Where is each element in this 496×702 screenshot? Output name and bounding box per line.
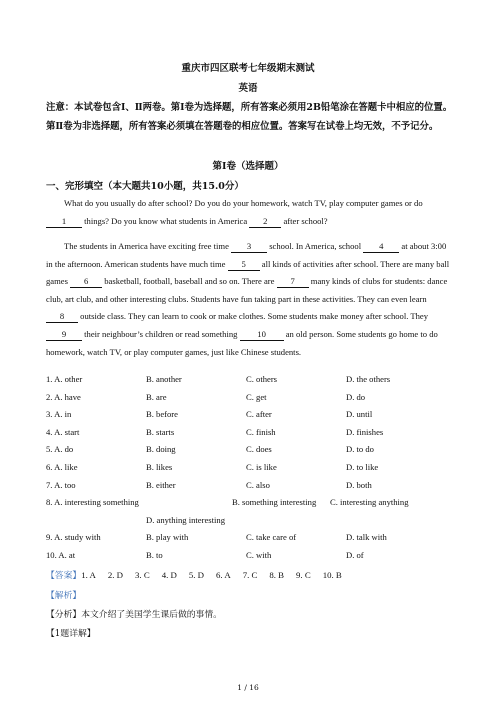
analysis-label: 【解析】 [46, 591, 82, 601]
option-row: 6. A. like B. likes C. is like D. to like [46, 461, 379, 472]
answer-item: 7. C [242, 570, 258, 580]
blank-1: 1 [46, 215, 82, 228]
answer-item: 2. D [107, 570, 124, 580]
volume-title: 第Ⅰ卷（选择题） [212, 161, 284, 172]
answer-item: 6. A [216, 570, 231, 580]
exam-title: 重庆市四区联考七年级期末测试 [181, 63, 315, 74]
answer-line [46, 568, 354, 581]
page-number: 1 / 16 [237, 683, 259, 692]
option-row: 3. A. in B. before C. after D. until [46, 409, 373, 420]
option-row: 7. A. too B. either C. also D. both [46, 479, 372, 490]
answer-item: 8. B [269, 570, 285, 580]
blank-5: 5 [228, 258, 260, 271]
option-row: 8. A. interesting something B. something interesting C. interesting anything [46, 497, 409, 508]
blank-10: 10 [240, 328, 284, 341]
options-list [46, 374, 466, 568]
answer-item: 10. B [322, 570, 342, 580]
blank-9: 9 [46, 328, 82, 341]
answer-item: 5. D [188, 570, 205, 580]
answer-item: 4. D [161, 570, 177, 580]
section-title: 一、完形填空（本大题共10小题，共15.0分） [46, 181, 244, 192]
blank-2: 2 [249, 215, 281, 228]
passage-paragraph-2: The students in America have exciting free time 3 school. In America, school 4 at about 3:00 in the afternoon. American students have much time 5 all kinds of activities after school. There are many ball games 6 basketball, football, baseball and so on. There are 7 many kinds of clubs for students: dance club, art club, and other interesting clubs. Students have fun taking part in these activities. They can even learn 8 outside class. They can learn to cook or make clothes. Some students make money after school. They 9 their neighbour’s children or read something 10 an old person. Some students go home to do homework, watch TV, or play computer games, just like Chinese students. [46, 241, 450, 357]
option-row: 9. A. study with B. play with C. take care of D. talk with [46, 532, 387, 543]
analysis-text: 【分析】本文介绍了美国学生课后做的事情。 [46, 610, 222, 620]
option-row: 4. A. start B. starts C. finish D. finishes [46, 426, 384, 437]
option-row: 10. A. at B. to C. with D. of [46, 549, 364, 560]
question-1-detail-label: 【1题详解】 [46, 629, 96, 639]
subject-title: 英语 [238, 83, 258, 94]
blank-6: 6 [70, 275, 102, 288]
option-row: 1. A. other B. another C. others D. the others [46, 374, 391, 384]
option-row: 5. A. do B. doing C. does D. to do [46, 444, 374, 455]
blank-7: 7 [277, 275, 309, 288]
answer-item: 1. A [81, 570, 96, 580]
option-row: 2. A. have B. are C. get D. do [46, 391, 366, 402]
answer-item: 9. C [296, 570, 311, 580]
answer-item: 3. C [135, 570, 150, 580]
passage-paragraph-1: What do you usually do after school? Do you do your homework, watch TV, play computer games or do 1 things? Do you know what students in America 2 after school? [46, 195, 454, 230]
blank-3: 3 [231, 240, 267, 253]
answer-label: 【答案】 [46, 570, 82, 580]
blank-8: 8 [46, 310, 78, 323]
blank-4: 4 [363, 240, 399, 253]
instructions-note: 注意：本试卷包含Ⅰ、Ⅱ两卷。第Ⅰ卷为选择题，所有答案必须用2B铅笔涂在答题卡中相应的位置。第Ⅱ卷为非选择题，所有答案必须填在答题卷的相应位置。答案写在试卷上均无效，不予记分。 [46, 102, 453, 132]
option-row: D. anything interesting [146, 514, 226, 525]
